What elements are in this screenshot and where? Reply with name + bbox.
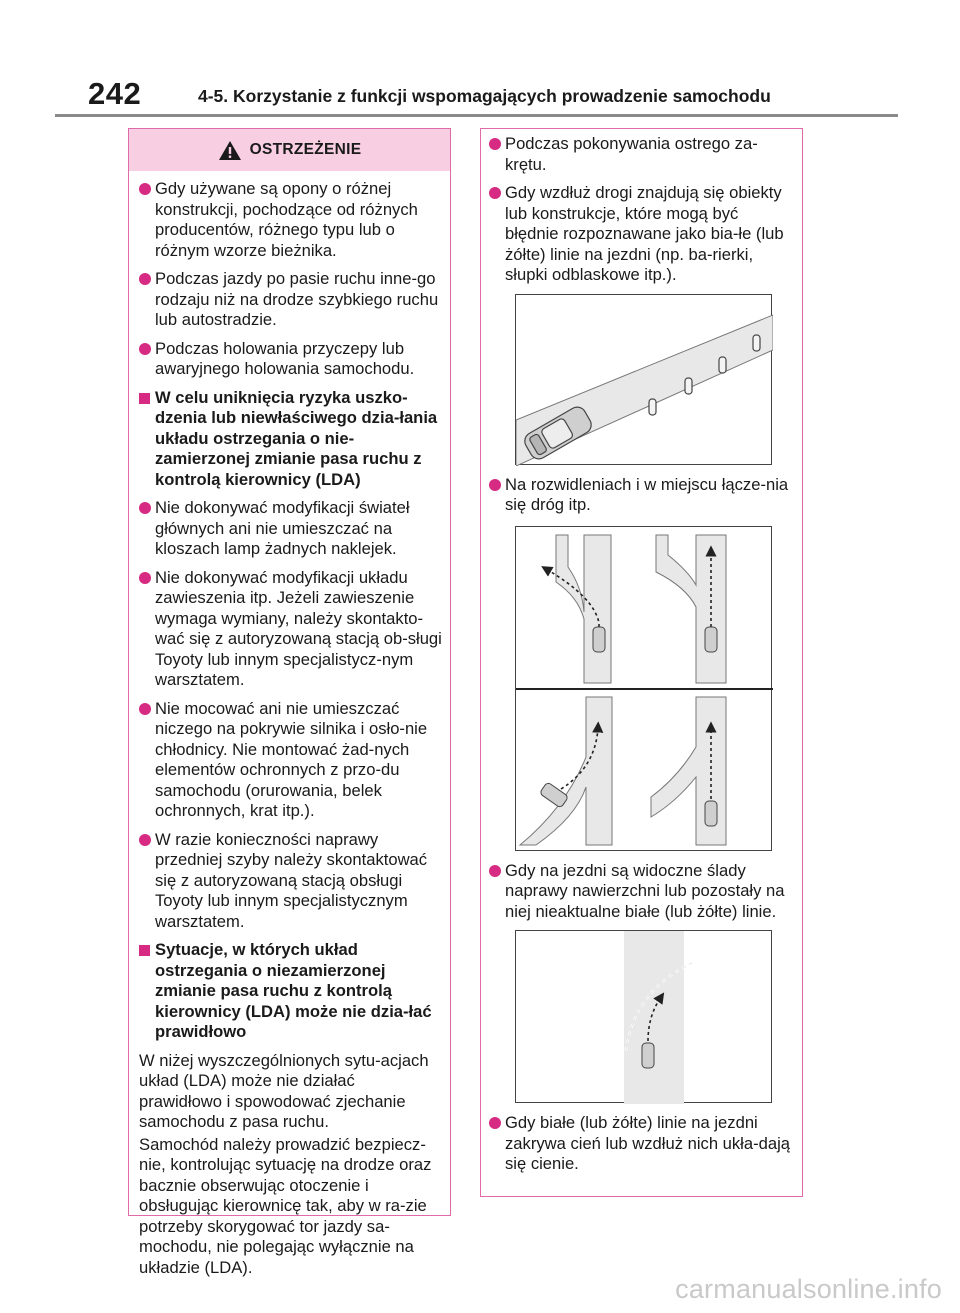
list-item: Gdy używane są opony o różnej konstrukcji, pochodzące od różnych producentów, różnego typu lub o różnym wzorze bieżnika. bbox=[139, 179, 442, 261]
chapter-title: 4-5. Korzystanie z funkcji wspomagających prowadzenie samochodu bbox=[198, 86, 771, 106]
paragraph: W niżej wyszczególnionych sytu-acjach układ (LDA) może nie działać prawidłowo i spowodować zjechanie samochodu z pasa ruchu. bbox=[139, 1050, 429, 1131]
warning-title: OSTRZEŻENIE bbox=[249, 141, 362, 158]
list-item: Nie dokonywać modyfikacji układu zawieszenia itp. Jeżeli zawieszenie wymaga wymiany, należy skontakto-wać się z autoryzowaną stacją ob-sługi Toyoty lub innym specjalistycz-nym warsztatem. bbox=[139, 568, 442, 691]
list-item: Podczas pokonywania ostrego za-krętu. bbox=[489, 134, 796, 175]
bullet-icon bbox=[139, 343, 151, 355]
continuation-body bbox=[481, 129, 802, 1175]
continuation-panel bbox=[480, 128, 803, 1197]
list-item: Podczas holowania przyczepy lub awaryjnego holowania samochodu. bbox=[139, 339, 442, 380]
old-lane-markings-illustration bbox=[515, 930, 772, 1103]
bullet-icon bbox=[139, 703, 151, 715]
bullet-icon bbox=[139, 834, 151, 846]
bullet-icon bbox=[139, 572, 151, 584]
square-bullet-icon bbox=[139, 393, 150, 404]
list-item: Nie mocować ani nie umieszczać niczego na pokrywie silnika i osło-nie chłodnicy. Nie montować żad-nych elementów ochronnych z przo-du samochodu (orurowania, belek ochronnych, krat itp.). bbox=[139, 699, 442, 822]
bullet-icon bbox=[489, 187, 501, 199]
page-number: 242 bbox=[88, 76, 142, 111]
bullet-icon bbox=[489, 479, 501, 491]
list-item: Gdy wzdłuż drogi znajdują się obiekty lub konstrukcje, które mogą być błędnie rozpoznawane jako bia-łe (lub żółte) linie na jezdni (np. ba-rierki, słupki odblaskowe itp.). bbox=[489, 183, 796, 286]
bullet-icon bbox=[139, 273, 151, 285]
header-divider bbox=[55, 114, 898, 117]
square-bullet-icon bbox=[139, 945, 150, 956]
bullet-icon bbox=[139, 183, 151, 195]
section-heading: W celu uniknięcia ryzyka uszko-dzenia lub niewłaściwego dzia-łania układu ostrzegania o nie-zamierzonej zmianie pasa ruchu z kontrolą kierownicy (LDA) bbox=[139, 388, 442, 491]
warning-header bbox=[129, 129, 450, 171]
warning-panel bbox=[128, 128, 451, 1277]
warning-body bbox=[129, 171, 450, 1278]
bullet-icon bbox=[139, 502, 151, 514]
list-item: Nie dokonywać modyfikacji świateł głównych ani nie umieszczać na kloszach lamp żadnych naklejek. bbox=[139, 498, 442, 560]
watermark: carmanualsonline.info bbox=[675, 1274, 942, 1304]
bullet-icon bbox=[489, 865, 501, 877]
bullet-icon bbox=[489, 138, 501, 150]
section-heading: Sytuacje, w których układ ostrzegania o niezamierzonej zmianie pasa ruchu z kontrolą kierownicy (LDA) może nie dzia-łać prawidłowo bbox=[139, 940, 442, 1043]
paragraph: Samochód należy prowadzić bezpiecz-nie, kontrolując sytuację na drodze oraz bacznie obserwując otoczenie i obsługując kierownicę tak, aby w ra-zie potrzeby skorygować tor jazdy sa-mochodu, nie polegając wyłącznie na układzie (LDA). bbox=[139, 1134, 432, 1277]
road-junction-illustration bbox=[515, 526, 772, 851]
list-item: W razie konieczności naprawy przedniej szyby należy skontaktować się z autoryzowaną stacją obsługi Toyoty lub innym specjalistycznym warsztatem. bbox=[139, 830, 442, 933]
bullet-icon bbox=[489, 1117, 501, 1129]
list-item: Na rozwidleniach i w miejscu łącze-nia się dróg itp. bbox=[489, 475, 796, 516]
list-item: Gdy białe (lub żółte) linie na jezdni zakrywa cień lub wzdłuż nich ukła-dają się cienie. bbox=[489, 1113, 796, 1175]
warning-triangle-icon bbox=[218, 140, 242, 161]
roadside-posts-illustration bbox=[515, 294, 772, 465]
list-item: Podczas jazdy po pasie ruchu inne-go rodzaju niż na drodze szybkiego ruchu lub autostradzie. bbox=[139, 269, 442, 331]
list-item: Gdy na jezdni są widoczne ślady naprawy nawierzchni lub pozostały na niej nieaktualne białe (lub żółte) linie. bbox=[489, 861, 796, 923]
